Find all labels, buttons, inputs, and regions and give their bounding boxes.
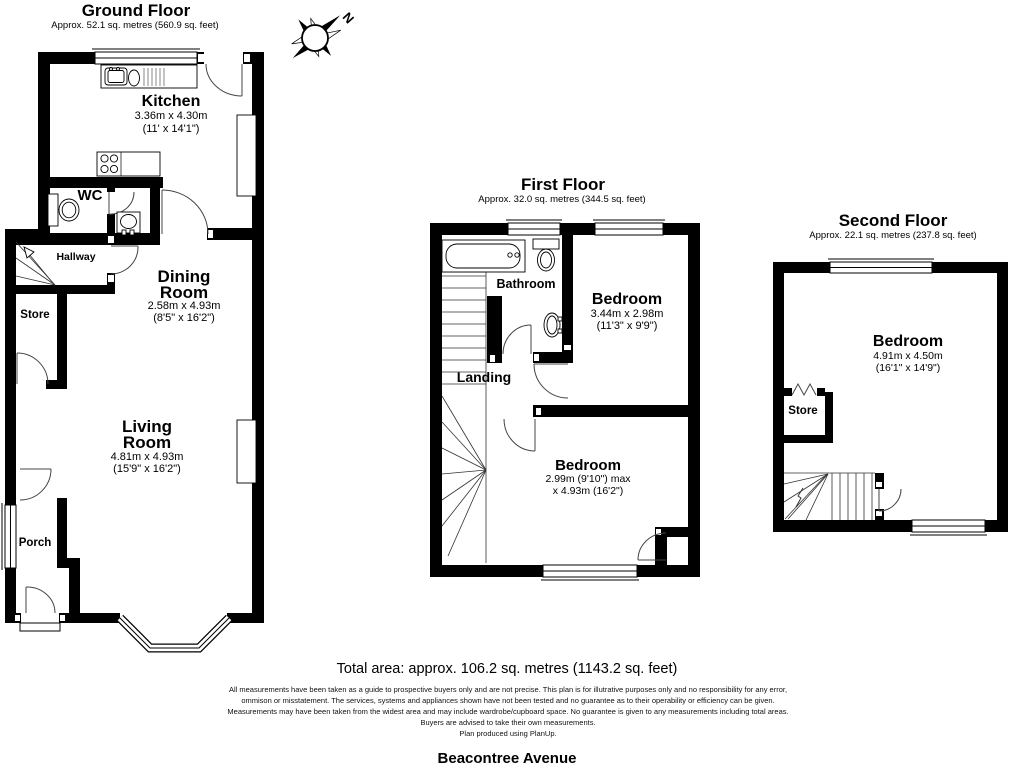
living-size-m: 4.81m x 4.93m [110,451,184,463]
kitchen-size-ft: (11' x 14'1") [142,123,200,135]
second-windows [828,259,987,535]
kitchen-size-m: 3.36m x 4.30m [134,110,208,122]
kitchen-label: Kitchen [141,93,201,110]
bedroom1-label: Bedroom [591,291,663,308]
first-door-jambs [490,345,661,535]
bedroom2-label: Bedroom [555,457,621,474]
living-room-label-2: Room [122,433,172,452]
compass-north-label: N [339,9,358,27]
first-floor-subtitle: Approx. 32.0 sq. metres (344.5 sq. feet) [478,194,646,205]
disclaimer-line-2: ommison or misstatement. The services, systems and appliances shown have not been tested and no guarantee as to their operability or efficiency can be given. [241,696,775,705]
sf-store-label: Store [788,405,818,417]
compass-circle [302,25,328,51]
store-label: Store [20,309,50,321]
kitchen-unit [237,115,256,196]
dining-size-m: 2.58m x 4.93m [147,300,221,312]
first-floor-title: First Floor [520,175,606,194]
hallway-label: Hallway [56,251,96,263]
second-walls [773,262,1008,532]
first-doors [503,325,666,560]
bay-window [120,618,229,648]
bedroom1-size-ft: (11'3" x 9'9") [596,320,658,332]
wc-label: WC [77,187,103,204]
dining-room-label-2: Room [159,283,209,302]
dining-room-label-1: Dining [157,267,211,286]
sf-bedroom-size-ft: (16'1" x 14'9") [875,362,941,374]
second-floor-title: Second Floor [838,211,948,230]
toilet-cistern-ff [533,239,559,249]
porch-label: Porch [18,537,52,549]
second-doors [792,384,901,511]
ground-floor-plan [2,49,264,648]
property-address: Beacontree Avenue [437,750,577,767]
living-room-chimney [237,420,256,483]
dining-size-ft: (8'5" x 16'2") [153,312,215,324]
bathroom-label: Bathroom [496,277,556,291]
second-sink-bowl [129,70,140,86]
second-stairs [784,473,875,520]
disclaimer-line-4: Buyers are advised to take their own measurements. [420,718,596,727]
total-area-text: Total area: approx. 106.2 sq. metres (1143.2 sq. feet) [336,661,678,677]
ground-door-jambs [15,54,250,621]
ground-doors [17,64,242,613]
living-size-ft: (15'9" x 16'2") [113,463,181,475]
bedroom1-size-m: 3.44m x 2.98m [590,308,664,320]
bedroom2-size-1: 2.99m (9'10") max [545,473,631,485]
first-stairs [442,272,486,563]
front-step [20,623,60,631]
bedroom2-size-2: x 4.93m (16'2") [552,485,624,497]
living-room-label-1: Living [121,417,173,436]
disclaimer-line-1: All measurements have been taken as a guide to prospective buyers only and are not precise. This plan is for illutrative purposes only and no responsibility for any error, [228,685,788,694]
ground-floor-subtitle: Approx. 52.1 sq. metres (560.9 sq. feet) [51,20,219,31]
disclaimer-line-3: Measurements may have been taken from the widest area and may include wardrobe/cupboard space. No guarantee is given to any measurements including total areas. [227,707,789,716]
first-floor-plan [430,220,700,580]
stairs-direction-arrow [24,247,34,258]
first-windows [506,220,665,580]
disclaimer-line-5: Plan produced using PlanUp. [459,729,557,738]
toilet-cistern [48,194,58,226]
landing-label: Landing [456,369,512,385]
second-floor-plan [773,259,1008,535]
ground-stairs [16,242,55,285]
second-floor-subtitle: Approx. 22.1 sq. metres (237.8 sq. feet) [809,230,977,241]
ground-floor-title: Ground Floor [81,1,191,20]
sf-bedroom-label: Bedroom [872,333,944,350]
sf-bedroom-size-m: 4.91m x 4.50m [873,350,943,362]
